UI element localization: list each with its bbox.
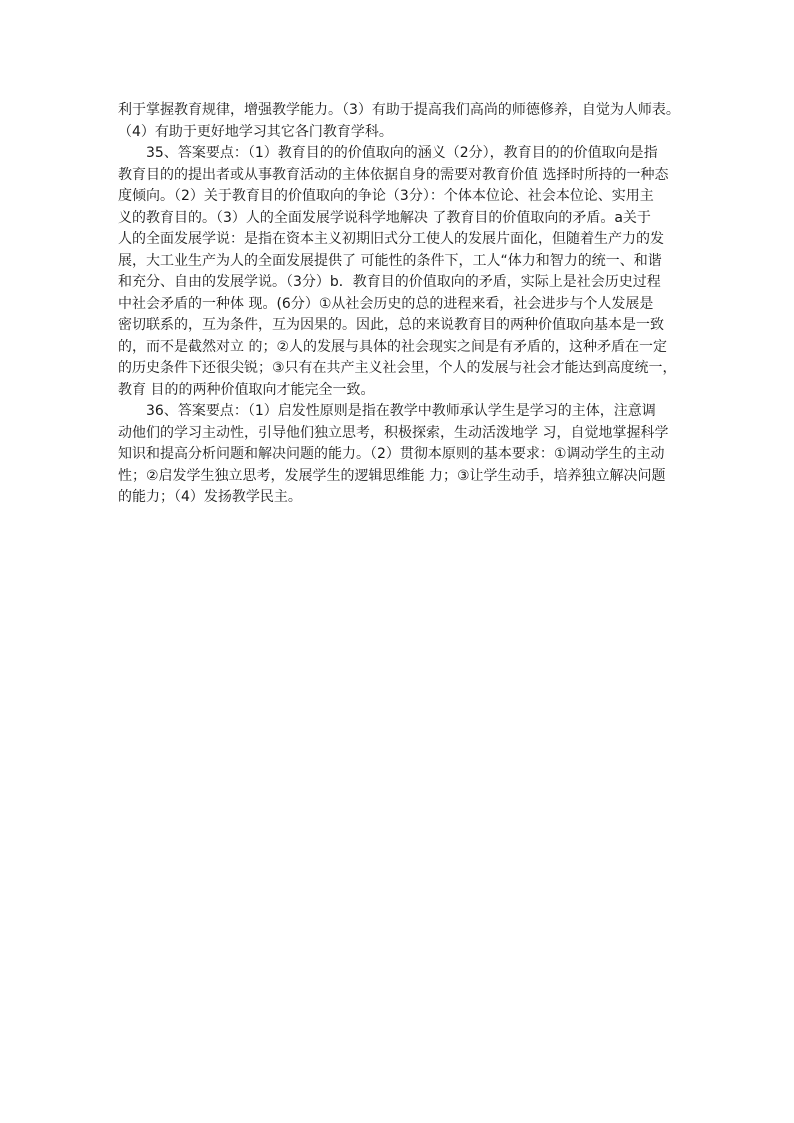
text-line: 义的教育目的。（3）人的全面发展学说科学地解决 了教育目的价值取向的矛盾。a关于 bbox=[118, 209, 651, 226]
text-line: 密切联系的，互为条件，互为因果的。因此，总的来说教育目的两种价值取向基本是一致 bbox=[118, 317, 664, 333]
text-line: 教育目的的提出者或从事教育活动的主体依据自身的需要对教育价值 选择时所持的一种态 bbox=[118, 166, 669, 183]
text-line: 展，大工业生产为人的全面发展提供了 可能性的条件下，工人“体力和智力的统一、和谐 bbox=[118, 252, 662, 269]
text-line: 人的全面发展学说：是指在资本主义初期旧式分工使人的发展片面化，但随着生产力的发 bbox=[118, 231, 664, 247]
text-line: 的能力；（4）发扬教学民主。 bbox=[118, 489, 302, 505]
text-line: 性；②启发学生独立思考，发展学生的逻辑思维能 力；③让学生动手，培养独立解决问题 bbox=[118, 467, 666, 484]
document-body bbox=[118, 100, 690, 509]
paragraph-34-continued bbox=[118, 100, 690, 143]
text-line: 知识和提高分析问题和解决问题的能力。（2）贯彻本原则的基本要求：①调动学生的主动 bbox=[118, 446, 665, 462]
text-line: （4）有助于更好地学习其它各门教育学科。 bbox=[118, 123, 393, 140]
paragraph-first-line: 35、答案要点：（1）教育目的的价值取向的涵义（2分），教育目的的价值取向是指 bbox=[146, 145, 658, 161]
text-line: 的，而不是截然对立 的；②人的发展与具体的社会现实之间是有矛盾的，这种矛盾在一定 bbox=[118, 338, 667, 355]
text-line: 和充分、自由的发展学说。（3分）b．教育目的价值取向的矛盾，实际上是社会历史过程 bbox=[118, 274, 661, 290]
text-line: 教育 目的的两种价值取向才能完全一致。 bbox=[118, 381, 375, 398]
text-line: 度倾向。（2）关于教育目的价值取向的争论（3分）：个体本位论、社会本位论、实用主 bbox=[118, 188, 654, 204]
text-line: 动他们的学习主动性，引导他们独立思考，积极探索，生动活泼地学 习，自觉地掌握科学 bbox=[118, 424, 669, 441]
text-line: 利于掌握教育规律，增强教学能力。（3）有助于提高我们高尚的师德修养，自觉为人师表。 bbox=[118, 102, 680, 118]
text-line: 中社会矛盾的一种体 现。(6分）①从社会历史的总的进程来看，社会进步与个人发展是 bbox=[118, 295, 654, 312]
text-line: 的历史条件下还很尖锐；③只有在共产主义社会里，个人的发展与社会才能达到高度统一， bbox=[118, 360, 677, 376]
paragraph-36-answer bbox=[118, 401, 690, 509]
paragraph-first-line: 36、答案要点：（1）启发性原则是指在教学中教师承认学生是学习的主体，注意调 bbox=[146, 403, 656, 419]
paragraph-35-answer bbox=[118, 143, 690, 401]
